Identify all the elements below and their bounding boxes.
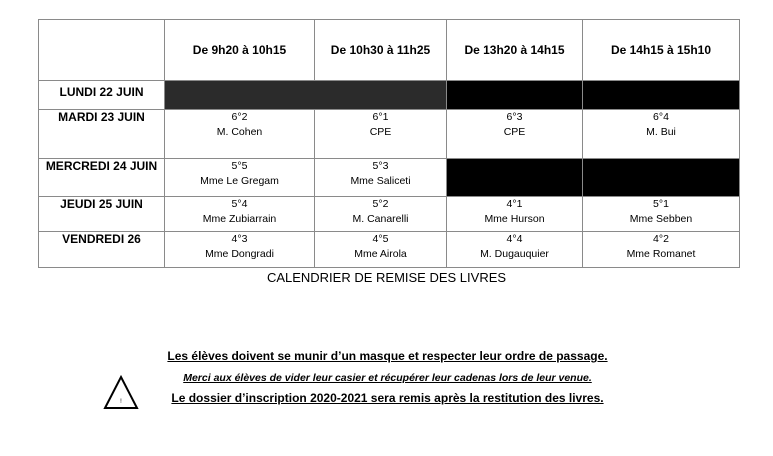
corner-cell <box>39 20 165 81</box>
table-row <box>39 197 740 232</box>
class-label: 6°2 <box>231 111 248 123</box>
slot-cell <box>583 197 740 232</box>
slot-cell <box>447 110 583 159</box>
day-label: LUNDI 22 JUIN <box>39 81 165 110</box>
table-row <box>39 232 740 268</box>
slot-cell <box>315 159 447 197</box>
slot-header-2: De 10h30 à 11h25 <box>315 20 447 81</box>
slot-header-4: De 14h15 à 15h10 <box>583 20 740 81</box>
class-label: 4°3 <box>231 233 248 245</box>
teacher-label: CPE <box>369 126 392 138</box>
teacher-label: M. Dugauquier <box>480 248 549 260</box>
class-label: 5°1 <box>653 198 669 210</box>
teacher-label: Mme Romanet <box>626 248 696 260</box>
note-locker: Merci aux élèves de vider leur casier et récupérer leur cadenas lors de leur venue. <box>183 372 592 384</box>
table-row <box>39 159 740 197</box>
slot-cell <box>165 110 315 159</box>
note-mask: Les élèves doivent se munir d’un masque et respecter leur ordre de passage. <box>167 349 608 363</box>
teacher-label: CPE <box>503 126 526 138</box>
notes-block <box>120 349 655 405</box>
slot-cell <box>447 232 583 268</box>
table-row <box>39 81 740 110</box>
slot-cell <box>583 232 740 268</box>
class-label: 4°1 <box>506 198 523 210</box>
blocked-slot <box>447 159 583 197</box>
class-label: 5°3 <box>372 160 389 172</box>
warning-glyph: ! <box>120 399 122 405</box>
teacher-label: M. Bui <box>646 126 676 138</box>
blocked-slot <box>447 81 583 110</box>
note-enrollment: Le dossier d’inscription 2020-2021 sera remis après la restitution des livres. <box>171 391 604 405</box>
class-label: 5°5 <box>231 160 248 172</box>
class-label: 5°4 <box>231 198 248 210</box>
slot-header-3: De 13h20 à 14h15 <box>447 20 583 81</box>
slot-cell <box>315 232 447 268</box>
teacher-label: M. Cohen <box>216 126 263 138</box>
class-label: 4°5 <box>372 233 389 245</box>
blocked-slot <box>583 159 740 197</box>
teacher-label: Mme Le Gregam <box>200 175 279 187</box>
slot-cell <box>315 197 447 232</box>
day-label: MARDI 23 JUIN <box>39 110 165 159</box>
teacher-label: M. Canarelli <box>352 213 409 225</box>
teacher-label: Mme Dongradi <box>205 248 274 260</box>
header-row <box>39 20 740 81</box>
day-label: VENDREDI 26 <box>39 232 165 268</box>
teacher-label: Mme Zubiarrain <box>202 213 277 225</box>
teacher-label: Mme Sebben <box>629 213 693 225</box>
class-label: 6°3 <box>506 111 523 123</box>
slot-cell <box>447 197 583 232</box>
slot-cell <box>165 197 315 232</box>
slot-cell <box>583 110 740 159</box>
teacher-label: Mme Hurson <box>484 213 545 225</box>
teacher-label: Mme Airola <box>354 248 407 260</box>
day-label: JEUDI 25 JUIN <box>39 197 165 232</box>
slot-header-1: De 9h20 à 10h15 <box>165 20 315 81</box>
class-label: 4°2 <box>653 233 669 245</box>
table-row <box>39 110 740 159</box>
slot-cell <box>315 110 447 159</box>
teacher-label: Mme Saliceti <box>350 175 411 187</box>
class-label: 6°1 <box>372 111 389 123</box>
blocked-slot <box>165 81 447 110</box>
slot-cell <box>165 159 315 197</box>
schedule-table <box>38 19 740 268</box>
blocked-slot <box>583 81 740 110</box>
class-label: 4°4 <box>506 233 523 245</box>
table-caption: CALENDRIER DE REMISE DES LIVRES <box>266 270 507 285</box>
slot-cell <box>165 232 315 268</box>
class-label: 5°2 <box>372 198 389 210</box>
class-label: 6°4 <box>653 111 669 123</box>
day-label: MERCREDI 24 JUIN <box>39 159 165 197</box>
